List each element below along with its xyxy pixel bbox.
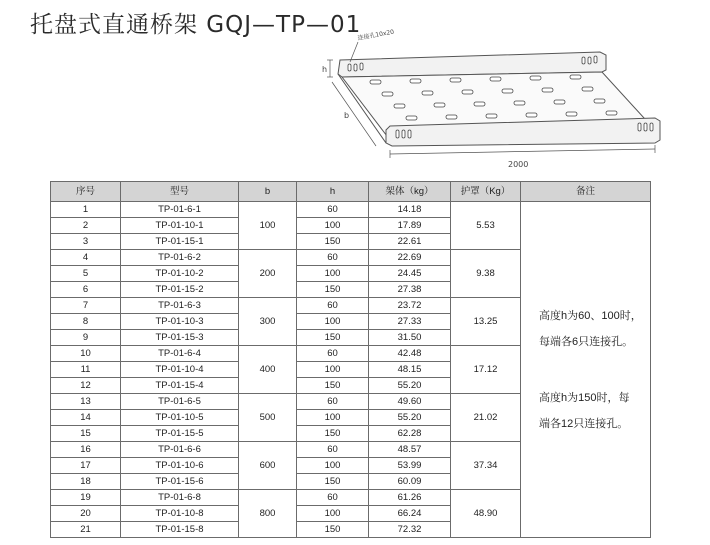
row-no: 9	[51, 330, 121, 346]
row-h: 60	[297, 346, 369, 362]
row-no: 17	[51, 458, 121, 474]
row-no: 14	[51, 410, 121, 426]
row-h: 100	[297, 506, 369, 522]
row-body-weight: 55.20	[369, 410, 451, 426]
row-model: TP-01-6-5	[121, 394, 239, 410]
row-body-weight: 55.20	[369, 378, 451, 394]
header-b: b	[239, 182, 297, 202]
page-title: 托盘式直通桥架 GQJ—TP—01	[30, 12, 362, 38]
header-note: 备注	[521, 182, 651, 202]
note-line: 端各12只连接孔。	[539, 417, 629, 430]
row-cover-weight: 17.12	[451, 346, 521, 394]
row-body-weight: 27.33	[369, 314, 451, 330]
row-no: 18	[51, 474, 121, 490]
row-h: 60	[297, 394, 369, 410]
row-body-weight: 48.15	[369, 362, 451, 378]
row-h: 150	[297, 522, 369, 538]
row-body-weight: 23.72	[369, 298, 451, 314]
row-model: TP-01-6-4	[121, 346, 239, 362]
row-no: 20	[51, 506, 121, 522]
header-model: 型号	[121, 182, 239, 202]
header-cover-weight: 护罩（Kg）	[451, 182, 521, 202]
note-line: 高度h为150时，每	[539, 391, 630, 404]
row-no: 7	[51, 298, 121, 314]
row-body-weight: 22.69	[369, 250, 451, 266]
row-model: TP-01-15-6	[121, 474, 239, 490]
row-model: TP-01-6-3	[121, 298, 239, 314]
row-body-weight: 42.48	[369, 346, 451, 362]
cable-tray-drawing	[310, 22, 690, 172]
table-body	[51, 202, 651, 538]
row-model: TP-01-10-8	[121, 506, 239, 522]
row-model: TP-01-15-1	[121, 234, 239, 250]
row-b: 800	[239, 490, 297, 538]
note-gap	[521, 355, 650, 385]
row-body-weight: 66.24	[369, 506, 451, 522]
row-no: 21	[51, 522, 121, 538]
row-model: TP-01-6-1	[121, 202, 239, 218]
row-model: TP-01-6-8	[121, 490, 239, 506]
note-line: 高度h为60、100时，	[539, 309, 642, 322]
row-h: 60	[297, 298, 369, 314]
row-h: 100	[297, 458, 369, 474]
row-body-weight: 72.32	[369, 522, 451, 538]
row-b: 200	[239, 250, 297, 298]
row-body-weight: 49.60	[369, 394, 451, 410]
row-h: 100	[297, 362, 369, 378]
row-no: 12	[51, 378, 121, 394]
dim-h-label: h	[322, 65, 328, 74]
row-no: 15	[51, 426, 121, 442]
row-body-weight: 27.38	[369, 282, 451, 298]
row-model: TP-01-15-4	[121, 378, 239, 394]
dim-b-label: b	[344, 111, 350, 120]
row-b: 300	[239, 298, 297, 346]
row-cover-weight: 48.90	[451, 490, 521, 538]
row-no: 5	[51, 266, 121, 282]
row-no: 10	[51, 346, 121, 362]
row-b: 500	[239, 394, 297, 442]
row-model: TP-01-10-1	[121, 218, 239, 234]
row-h: 60	[297, 250, 369, 266]
row-model: TP-01-10-5	[121, 410, 239, 426]
row-no: 1	[51, 202, 121, 218]
row-model: TP-01-10-2	[121, 266, 239, 282]
row-h: 150	[297, 234, 369, 250]
row-body-weight: 48.57	[369, 442, 451, 458]
row-model: TP-01-6-2	[121, 250, 239, 266]
row-b: 600	[239, 442, 297, 490]
row-no: 19	[51, 490, 121, 506]
row-cover-weight: 13.25	[451, 298, 521, 346]
note-line: 每端各6只连接孔。	[539, 335, 634, 348]
row-no: 8	[51, 314, 121, 330]
row-cover-weight: 5.53	[451, 202, 521, 250]
header-body-weight: 架体（kg）	[369, 182, 451, 202]
row-model: TP-01-10-6	[121, 458, 239, 474]
row-h: 150	[297, 426, 369, 442]
row-h: 60	[297, 442, 369, 458]
row-no: 2	[51, 218, 121, 234]
row-model: TP-01-15-3	[121, 330, 239, 346]
row-h: 100	[297, 266, 369, 282]
row-body-weight: 61.26	[369, 490, 451, 506]
row-no: 6	[51, 282, 121, 298]
row-model: TP-01-10-3	[121, 314, 239, 330]
row-body-weight: 14.18	[369, 202, 451, 218]
row-b: 400	[239, 346, 297, 394]
row-cover-weight: 37.34	[451, 442, 521, 490]
row-model: TP-01-15-5	[121, 426, 239, 442]
row-no: 3	[51, 234, 121, 250]
row-h: 60	[297, 490, 369, 506]
row-h: 100	[297, 410, 369, 426]
header-no: 序号	[51, 182, 121, 202]
table-header-row	[51, 182, 651, 202]
row-h: 150	[297, 378, 369, 394]
row-cover-weight: 21.02	[451, 394, 521, 442]
row-b: 100	[239, 202, 297, 250]
row-body-weight: 17.89	[369, 218, 451, 234]
row-model: TP-01-6-6	[121, 442, 239, 458]
row-no: 11	[51, 362, 121, 378]
row-no: 4	[51, 250, 121, 266]
row-h: 100	[297, 218, 369, 234]
hole-callout-label: 连接孔10x20	[357, 28, 395, 42]
row-body-weight: 60.09	[369, 474, 451, 490]
row-model: TP-01-15-2	[121, 282, 239, 298]
spec-table	[50, 181, 651, 538]
row-h: 60	[297, 202, 369, 218]
row-h: 150	[297, 474, 369, 490]
row-h: 150	[297, 282, 369, 298]
row-no: 16	[51, 442, 121, 458]
row-h: 100	[297, 314, 369, 330]
dim-length-label: 2000	[508, 160, 529, 169]
row-h: 150	[297, 330, 369, 346]
table-row	[51, 202, 651, 218]
row-cover-weight: 9.38	[451, 250, 521, 298]
row-body-weight: 62.28	[369, 426, 451, 442]
row-model: TP-01-10-4	[121, 362, 239, 378]
row-no: 13	[51, 394, 121, 410]
row-model: TP-01-15-8	[121, 522, 239, 538]
row-body-weight: 53.99	[369, 458, 451, 474]
note-cell	[521, 202, 651, 538]
header-h: h	[297, 182, 369, 202]
row-body-weight: 22.61	[369, 234, 451, 250]
row-body-weight: 31.50	[369, 330, 451, 346]
row-body-weight: 24.45	[369, 266, 451, 282]
